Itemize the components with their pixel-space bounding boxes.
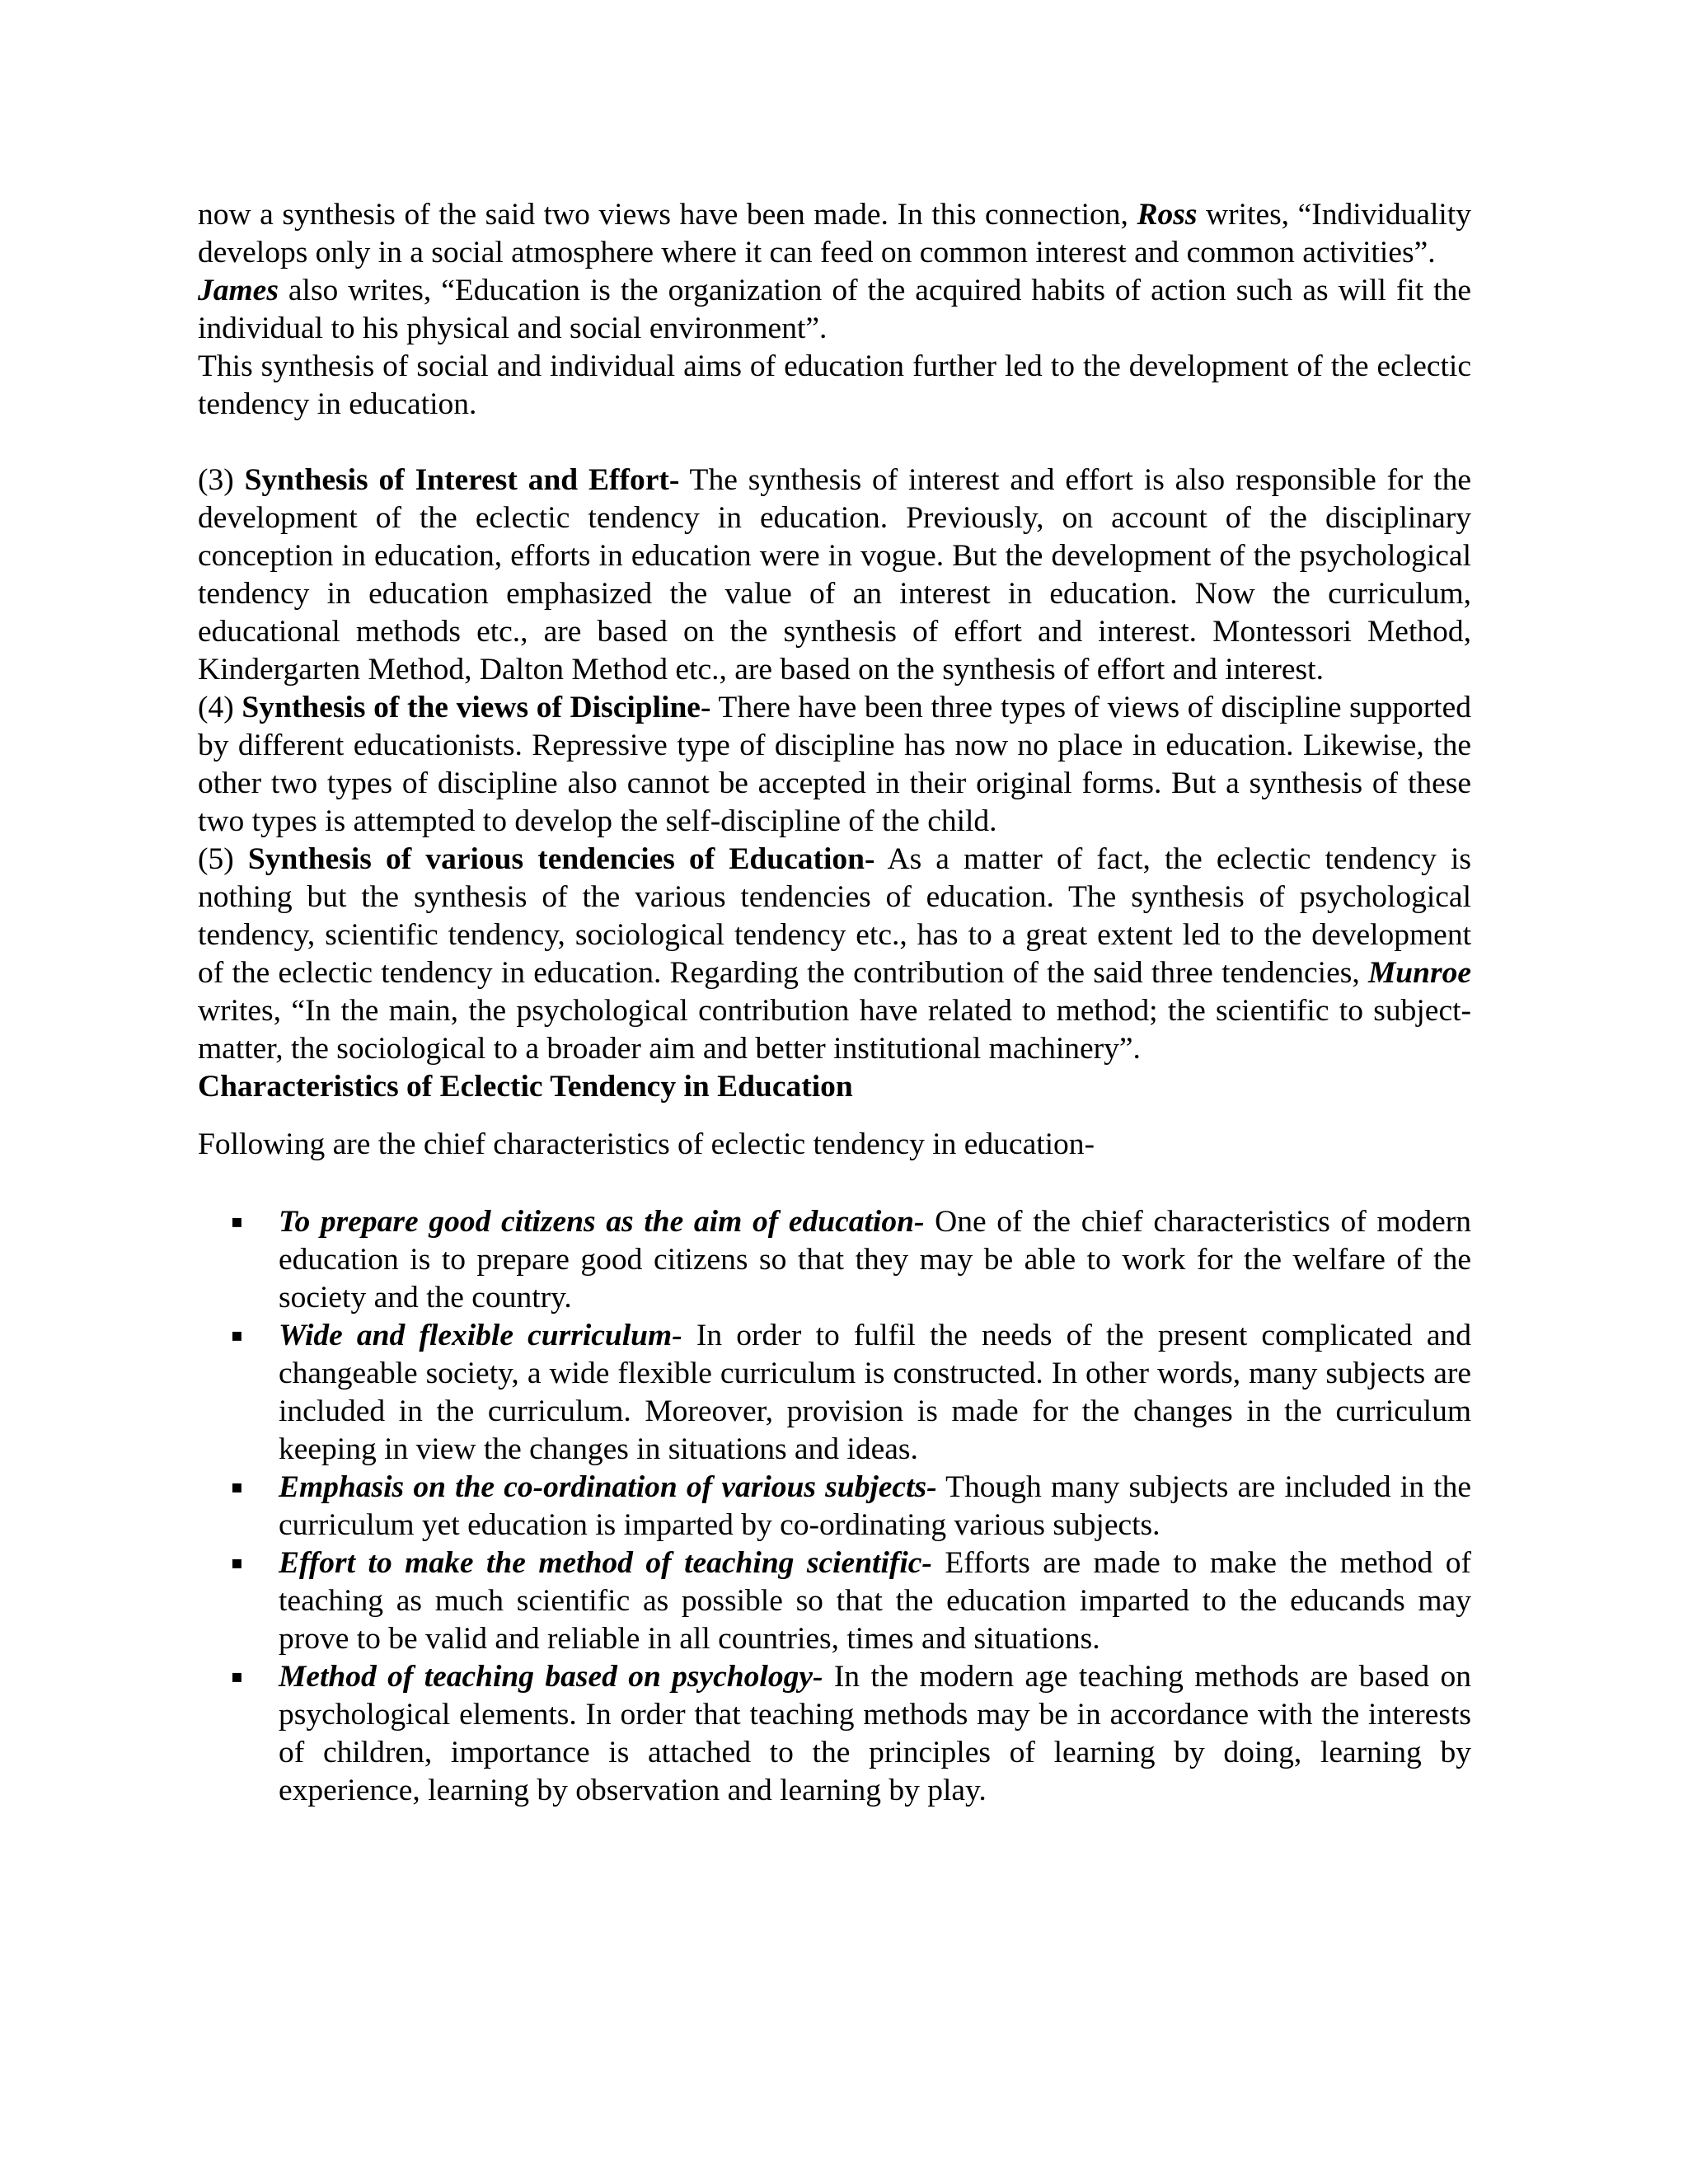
author-name-ross: Ross bbox=[1137, 198, 1198, 232]
paragraph-number: (3) bbox=[198, 463, 245, 497]
intro-text: Following are the chief characteristics of eclectic tendency in education- bbox=[198, 1127, 1095, 1161]
paragraph-synthesis-tendencies bbox=[198, 841, 1471, 1068]
paragraph-text: writes, “Individuality develops only in a social atmosphere where it can feed on common interest and common activities”. bbox=[198, 198, 1471, 269]
paragraph-text: The synthesis of interest and effort is also responsible for the development of the eclectic tendency in education. Previously, on account of the disciplinary conception in education, efforts in education were in vogue. But the development of the psychological tendency in education emphasized the value of an interest in education. Now the curriculum, educational methods etc., are based on the synthesis of effort and interest. Montessori Method, Kindergarten Method, Dalton Method etc., are based on the synthesis of effort and interest. bbox=[198, 463, 1471, 687]
list-item-title: Emphasis on the co-ordination of various subjects- bbox=[279, 1470, 937, 1504]
list-item bbox=[198, 1317, 1471, 1469]
paragraph-text: There have been three types of views of discipline supported by different educationists. Repressive type of discipline has now no place in education. Likewise, the other two types of discipline also cannot be accepted in their original forms. But a synthesis of these two types is attempted to develop the self-discipline of the child. bbox=[198, 691, 1471, 838]
list-item bbox=[198, 1469, 1471, 1544]
list-item bbox=[198, 1658, 1471, 1810]
author-name-munroe: Munroe bbox=[1367, 956, 1471, 990]
list-item-text: One of the chief characteristics of modern education is to prepare good citizens so that they may be able to work for the welfare of the society and the country. bbox=[279, 1205, 1471, 1315]
paragraph-number: (5) bbox=[198, 842, 248, 876]
paragraph-text: also writes, “Education is the organization of the acquired habits of action such as will fit the individual to his physical and social environment”. bbox=[198, 274, 1471, 345]
paragraph-synthesis-social: This synthesis of social and individual aims of education further led to the development of the eclectic tendency in education. bbox=[198, 349, 1471, 421]
bullet-icon: ▪ bbox=[231, 1212, 243, 1232]
paragraph-synthesis-discipline bbox=[198, 689, 1471, 841]
paragraph-text: now a synthesis of the said two views have been made. In this connection, bbox=[198, 198, 1137, 232]
paragraph-text: writes, “In the main, the psychological contribution have related to method; the scientific to subject-matter, the sociological to a broader aim and better institutional machinery”. bbox=[198, 994, 1471, 1066]
bullet-icon: ▪ bbox=[231, 1553, 243, 1573]
list-item-text: Efforts are made to make the method of teaching as much scientific as possible so that the education imparted to the educands may prove to be valid and reliable in all countries, times and situations. bbox=[279, 1546, 1471, 1656]
paragraph-heading: Synthesis of various tendencies of Education- bbox=[247, 842, 875, 876]
document-page bbox=[198, 196, 1471, 1810]
list-item-title: To prepare good citizens as the aim of education- bbox=[279, 1205, 925, 1239]
bullet-icon: ▪ bbox=[231, 1325, 243, 1346]
section-heading: Characteristics of Eclectic Tendency in Education bbox=[198, 1070, 853, 1104]
author-name-james: James bbox=[198, 274, 279, 307]
list-item bbox=[198, 1544, 1471, 1658]
paragraph-synthesis-views bbox=[198, 196, 1471, 272]
paragraph-number: (4) bbox=[198, 691, 242, 724]
paragraph-james-quote bbox=[198, 272, 1471, 348]
bullet-icon: ▪ bbox=[231, 1477, 243, 1497]
list-item-text: Though many subjects are included in the curriculum yet education is imparted by co-ordinating various subjects. bbox=[279, 1470, 1471, 1542]
list-item-title: Wide and flexible curriculum- bbox=[279, 1319, 682, 1352]
bullet-icon: ▪ bbox=[231, 1666, 243, 1687]
list-item bbox=[198, 1203, 1471, 1317]
paragraph-text: As a matter of fact, the eclectic tendency is nothing but the synthesis of the various tendencies of education. The synthesis of psychological tendency, scientific tendency, sociological tendency etc., has to a great extent led to the development of the eclectic tendency in education. Regarding the contribution of the said three tendencies, bbox=[198, 842, 1471, 990]
list-item-text: In order to fulfil the needs of the present complicated and changeable society, a wide flexible curriculum is constructed. In other words, many subjects are included in the curriculum. Moreover, provision is made for the changes in the curriculum keeping in view the changes in situations and ideas. bbox=[279, 1319, 1471, 1466]
list-item-title: Effort to make the method of teaching scientific- bbox=[279, 1546, 932, 1580]
characteristics-list bbox=[198, 1203, 1471, 1810]
paragraph-heading: Synthesis of Interest and Effort- bbox=[244, 463, 680, 497]
list-item-text: In the modern age teaching methods are based on psychological elements. In order that teaching methods may be in accordance with the interests of children, importance is attached to the principles of learning by doing, learning by experience, learning by observation and learning by play. bbox=[279, 1660, 1471, 1807]
paragraph-synthesis-interest-effort bbox=[198, 462, 1471, 689]
paragraph-spacer bbox=[198, 424, 1471, 462]
paragraph-heading: Synthesis of the views of Discipline- bbox=[241, 691, 711, 724]
list-item-title: Method of teaching based on psychology- bbox=[279, 1660, 823, 1694]
